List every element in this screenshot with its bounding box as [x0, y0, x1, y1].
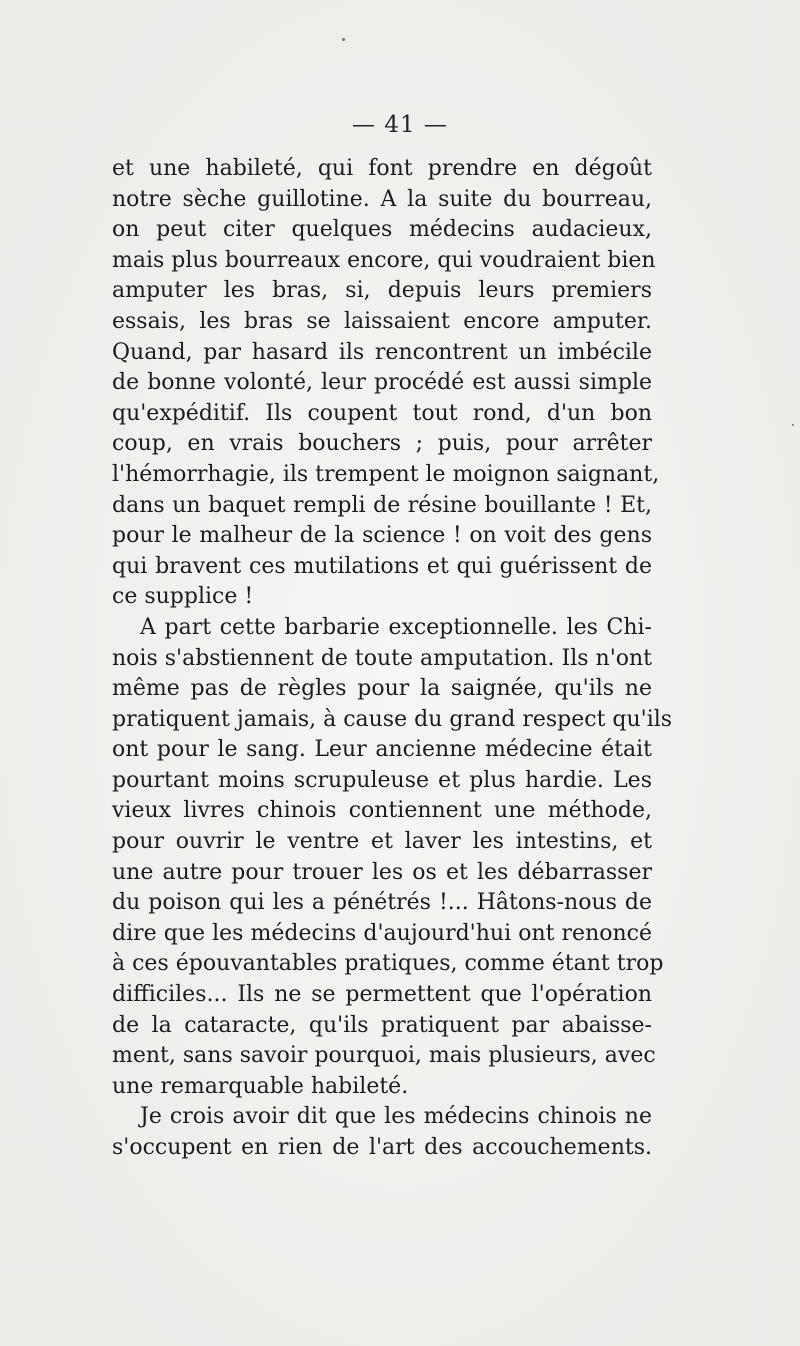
paragraph-2 — [112, 613, 673, 1103]
text-line: pour ouvrir le ventre et laver les intestins, et — [112, 829, 652, 855]
text-line: on peut citer quelques médecins audacieux, — [112, 217, 652, 243]
text-line: l'hémorrhagie, ils trempent le moignon saignant, — [112, 461, 660, 487]
paragraph-3 — [112, 1102, 652, 1163]
text-line: dans un baquet rempli de résine bouillante ! Et, — [112, 492, 652, 518]
text-line: nois s'abstiennent de toute amputation. Ils n'ont — [112, 645, 652, 671]
text-line: coup, en vrais bouchers ; puis, pour arrêter — [112, 431, 652, 457]
text-line: une remarquable habileté. — [112, 1073, 409, 1099]
text-line: Je crois avoir dit que les médecins chinois ne — [140, 1104, 652, 1130]
page-number: — 41 — — [352, 112, 448, 138]
paragraph-1 — [112, 154, 660, 613]
text-line: s'occupent en rien de l'art des accouchements. — [112, 1135, 652, 1160]
text-line: même pas de règles pour la saignée, qu'ils ne — [112, 676, 652, 702]
text-line: de la cataracte, qu'ils pratiquent par abaisse- — [112, 1012, 652, 1038]
text-line: ment, sans savoir pourquoi, mais plusieurs, avec — [112, 1043, 656, 1069]
text-line: de bonne volonté, leur procédé est aussi simple — [112, 370, 652, 396]
text-line: pour le malheur de la science ! on voit des gens — [112, 523, 652, 549]
text-line: à ces épouvantables pratiques, comme étant trop — [112, 951, 664, 977]
text-line: amputer les bras, si, depuis leurs premiers — [112, 278, 652, 304]
paper-speck — [792, 424, 794, 426]
text-line: mais plus bourreaux encore, qui voudraient bien — [112, 247, 656, 273]
body-text — [112, 154, 673, 1164]
text-line: notre sèche guillotine. A la suite du bourreau, — [112, 186, 652, 212]
text-line: pratiquent jamais, à cause du grand respect qu'ils — [112, 706, 673, 732]
text-line: ce supplice ! — [112, 584, 254, 610]
text-line: et une habileté, qui font prendre en dégoût — [112, 156, 652, 181]
text-line: vieux livres chinois contiennent une méthode, — [112, 798, 652, 824]
text-line: essais, les bras se laissaient encore amputer. — [112, 308, 652, 334]
text-line: difficiles... Ils ne se permettent que l'opération — [112, 982, 652, 1008]
text-line: pourtant moins scrupuleuse et plus hardie. Les — [112, 767, 652, 793]
text-line: A part cette barbarie exceptionnelle. les Chi- — [140, 614, 652, 640]
text-line: du poison qui les a pénétrés !... Hâtons-nous de — [112, 890, 652, 916]
text-line: une autre pour trouer les os et les débarrasser — [112, 859, 652, 885]
text-line: Quand, par hasard ils rencontrent un imbécile — [112, 339, 652, 365]
text-line: qui bravent ces mutilations et qui guérissent de — [112, 553, 652, 579]
text-line: qu'expéditif. Ils coupent tout rond, d'un bon — [112, 400, 652, 426]
text-line: ont pour le sang. Leur ancienne médecine était — [112, 737, 652, 763]
text-line: dire que les médecins d'aujourd'hui ont renoncé — [112, 920, 652, 946]
paper-speck — [342, 38, 345, 41]
